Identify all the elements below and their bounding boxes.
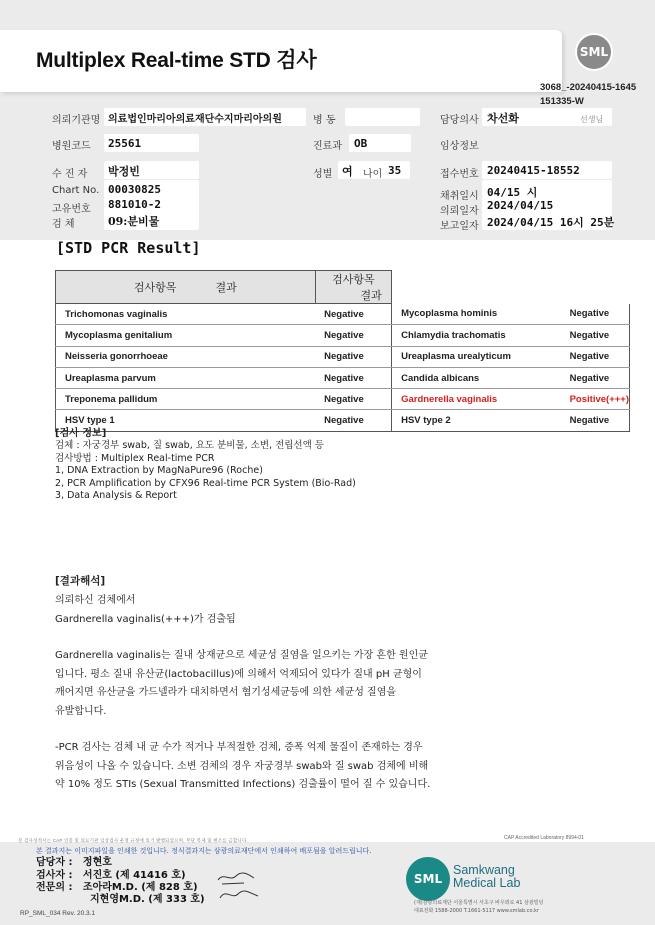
left-result-cell: Negative xyxy=(315,410,391,431)
clinical-info-label: 임상정보 xyxy=(440,141,479,152)
left-result-cell: Negative xyxy=(315,367,391,388)
left-item-cell: Trichomonas vaginalis xyxy=(56,304,316,325)
report-date-value: 2024/04/15 16시 25분 xyxy=(487,216,615,229)
interpretation-text: Gardnerella vaginalis는 질내 상재균으로 세균성 질염을 일으키는 가장 흔한 원인균 xyxy=(55,650,428,661)
left-item-cell: Mycoplasma genitalium xyxy=(56,325,316,346)
right-item-cell: Ureaplasma urealyticum xyxy=(392,346,561,367)
collect-label: 채취일시 xyxy=(440,191,479,202)
ward-label: 병 동 xyxy=(313,115,336,126)
staff-specialist-2: 지현영M.D. (제 333 호) xyxy=(90,894,205,905)
left-item-cell: Neisseria gonorrhoeae xyxy=(56,346,316,367)
receipt-label: 접수번호 xyxy=(440,169,479,180)
specimen-value: 09:분비물 xyxy=(108,215,160,228)
left-result-cell: Negative xyxy=(315,346,391,367)
document-number-suffix: 151335-W xyxy=(540,96,584,107)
pcr-note: 약 10% 정도 STIs (Sexual Transmitted Infections) 검출률이 떨어 질 수 있습니다. xyxy=(55,779,431,790)
hospital-code-label: 병원코드 xyxy=(52,141,91,152)
table-row xyxy=(56,367,630,388)
receipt-value: 20240415-18552 xyxy=(487,164,580,177)
left-item-cell: Treponema pallidum xyxy=(56,389,316,410)
right-result-cell: Negative xyxy=(561,410,630,431)
left-result-cell: Negative xyxy=(315,325,391,346)
footer-fine-print: 본 검사성적서는 CAP 인증 및 의료기관 임상검사 운영 규정에 의거 발행되었으며, 무단 복제 및 변조를 금합니다. xyxy=(18,838,248,843)
right-result-cell: Negative xyxy=(561,367,630,388)
right-result-cell: Positive(+++) xyxy=(561,389,630,410)
cap-accreditation: CAP Accredited Laboratory 8994-01 xyxy=(504,835,584,841)
document-number: 3068_-20240415-1645 xyxy=(540,82,637,93)
unique-no-label: 고유번호 xyxy=(52,204,91,215)
result-table xyxy=(55,270,630,432)
signature-image xyxy=(214,868,264,904)
sml-logo-badge: SML xyxy=(575,33,613,71)
ward-box xyxy=(345,108,420,126)
right-header-result: 결과 xyxy=(360,289,382,302)
test-info-line: 검사방법 : Multiplex Real-time PCR xyxy=(55,452,215,464)
test-info-line: 검체 : 자궁경부 swab, 질 swab, 요도 분비물, 소변, 전립선액 등 xyxy=(55,440,324,452)
interpretation-text: 유발합니다. xyxy=(55,705,107,717)
unique-no-value: 881010-2 xyxy=(108,198,161,211)
specimen-label: 검 체 xyxy=(52,219,75,230)
right-result-cell: Negative xyxy=(561,304,630,325)
table-row xyxy=(56,325,630,346)
doctor-label: 담당의사 xyxy=(440,115,479,126)
request-value: 2024/04/15 xyxy=(487,199,554,212)
table-row xyxy=(56,346,630,367)
left-header-result: 결과 xyxy=(215,281,237,294)
left-result-cell: Negative xyxy=(315,389,391,410)
institution-value: 의료법인마리아의료재단수지마리아의원 xyxy=(108,114,282,125)
request-label: 의뢰일자 xyxy=(440,206,479,217)
right-item-cell: Chlamydia trachomatis xyxy=(392,325,561,346)
report-title: Multiplex Real-time STD 검사 xyxy=(36,49,317,72)
doctor-suffix: 선생님 xyxy=(580,115,604,124)
age-value: 35 xyxy=(388,164,402,177)
report-date-label: 보고일자 xyxy=(440,221,479,232)
right-header xyxy=(315,271,391,304)
result-section-title: [STD PCR Result] xyxy=(56,239,201,257)
left-item-cell: Ureaplasma parvum xyxy=(56,367,316,388)
image-copy-notice: 본 결과지는 이미지파일을 인쇄한 것입니다. 정식결과지는 삼광의료재단에서 인쇄하여 배포됨을 알려드립니다. xyxy=(36,847,372,855)
right-item-cell: Gardnerella vaginalis xyxy=(392,389,561,410)
table-header-row xyxy=(56,271,630,304)
test-info-line: 2, PCR Amplification by CFX96 Real-time PCR System (Bio-Rad) xyxy=(55,477,356,489)
interpretation-heading: [결과해석] xyxy=(55,575,106,587)
staff-manager: 담당자 : 정현호 xyxy=(36,857,112,868)
hospital-code-value: 25561 xyxy=(108,137,142,150)
age-label: 나이 xyxy=(363,169,383,180)
pcr-note: -PCR 검사는 검체 내 균 수가 적거나 부적절한 검체, 증폭 억제 물질이 존재하는 경우 xyxy=(55,742,423,753)
sex-label: 성별 xyxy=(313,169,333,180)
interpretation-text: 깨어지면 유산균을 가드넬라가 대치하면서 혐기성세균등에 의한 세균성 질염을 xyxy=(55,687,397,698)
right-header-item: 검사항목 xyxy=(332,273,375,286)
interpretation-finding: Gardnerella vaginalis(+++)가 검출됨 xyxy=(55,613,236,625)
chart-no-label: Chart No. xyxy=(52,185,100,196)
right-result-cell: Negative xyxy=(561,346,630,367)
collect-value: 04/15 시 xyxy=(487,186,538,199)
staff-specialist: 전문의 : 조아라M.D. (제 828 호) xyxy=(36,882,198,893)
pcr-note: 위음성이 나올 수 있습니다. 소변 검체의 경우 자궁경부 swab와 질 swab 검체에 비해 xyxy=(55,760,429,772)
staff-tester: 검사자 : 서진호 (제 41416 호) xyxy=(36,870,186,881)
table-row xyxy=(56,304,630,325)
left-item-cell: HSV type 1 xyxy=(56,410,316,431)
left-header-item: 검사항목 xyxy=(133,281,177,294)
right-item-cell: Mycoplasma hominis xyxy=(392,304,561,325)
test-info-line: 3, Data Analysis & Report xyxy=(55,490,177,502)
interpretation xyxy=(55,573,430,795)
lab-name: Samkwang Medical Lab xyxy=(453,863,521,890)
lab-address: (재)삼광의료재단 서울특별시 서초구 바우뫼로 41 삼광빌딩 xyxy=(414,900,544,906)
lab-contact: 대표전화 1588-2000 T.1661-5117 www.smlab.co.kr xyxy=(414,908,539,914)
revision-number: RP_SML_034 Rev. 20.3.1 xyxy=(20,910,96,917)
table-row xyxy=(56,389,630,410)
right-item-cell: Candida albicans xyxy=(392,367,561,388)
sex-value: 여 xyxy=(342,165,353,178)
interpretation-line: 의뢰하신 검체에서 xyxy=(55,595,136,606)
patient-name-value: 박정빈 xyxy=(108,165,140,178)
test-info-heading: [검사 정보] xyxy=(55,428,107,439)
left-header xyxy=(56,271,316,304)
dept-value: OB xyxy=(354,137,368,150)
samkwang-logo-icon: SML xyxy=(406,857,450,901)
interpretation-text: 입니다. 평소 질내 유산균(lactobacillus)에 의해서 억제되어 있다가 질내 pH 균형이 xyxy=(55,668,422,680)
institution-label: 의뢰기관명 xyxy=(52,115,101,126)
left-result-cell: Negative xyxy=(315,304,391,325)
patient-name-label: 수 진 자 xyxy=(52,169,88,180)
dept-label: 진료과 xyxy=(313,141,342,152)
test-info xyxy=(55,428,356,502)
right-result-cell: Negative xyxy=(561,325,630,346)
test-info-line: 1, DNA Extraction by MagNaPure96 (Roche) xyxy=(55,465,263,477)
chart-no-value: 00030825 xyxy=(108,183,161,196)
doctor-value: 차선화 xyxy=(487,112,519,125)
right-item-cell: HSV type 2 xyxy=(392,410,561,431)
